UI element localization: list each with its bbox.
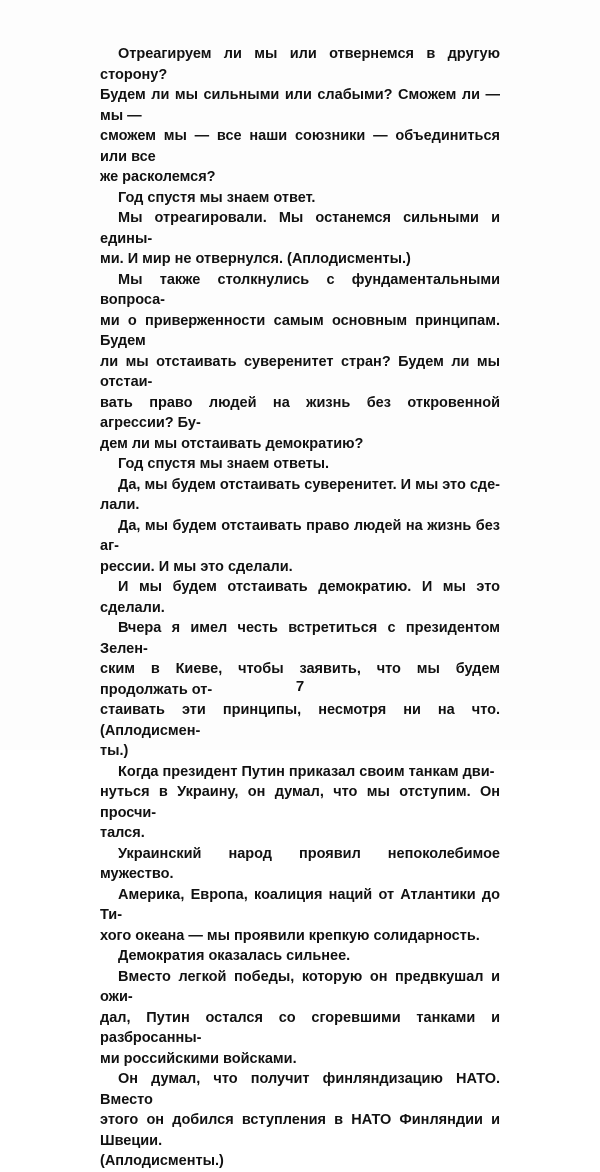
paragraph: Украинский народ проявил непоколебимое мужество. (100, 845, 500, 882)
page-number: 7 (295, 678, 305, 695)
paragraph: Вчера я имел честь встретиться с президентом Зелен- ским в Киеве, чтобы заявить, что мы будем продолжать от- стаивать эти принципы, несмотря ни на что. (Аплодисмен- ты.) (100, 620, 500, 759)
paragraph: Он думал, что получит финляндизацию НАТО. Вместо этого он добился вступления в НАТО Финляндии и Швеции. (Аплодисменты.) (100, 1071, 500, 1169)
paragraph: Да, мы будем отстаивать право людей на жизнь без аг- рессии. И мы это сделали. (100, 517, 500, 575)
paragraph: Мы также столкнулись с фундаментальными вопроса- ми о приверженности самым основным принципам. Будем ли мы отстаивать суверенитет стран? Будем ли мы отстаи- вать право людей на жизнь без откровенной агрессии? Бу- дем ли мы отстаивать демократию? (100, 271, 500, 452)
paragraph: Когда президент Путин приказал своим танкам дви- нуться в Украину, он думал, что мы отступим. Он просчи- тался. (100, 763, 500, 841)
body-text (100, 44, 500, 1172)
paragraph: Демократия оказалась сильнее. (118, 948, 351, 964)
paragraph: Мы отреагировали. Мы останемся сильными и едины- ми. И мир не отвернулся. (Аплодисменты.) (100, 210, 500, 267)
paragraph: Отреагируем ли мы или отвернемся в другую сторону? Будем ли мы сильными или слабыми? Сможем ли — мы — сможем мы — все наши союзники — объединиться или все же расколемся? (100, 46, 500, 185)
paragraph: Год спустя мы знаем ответы. (118, 456, 330, 472)
paragraph: Америка, Европа, коалиция наций от Атлантики до Ти- хого океана — мы проявили крепкую солидарность. (100, 886, 500, 944)
paragraph: Год спустя мы знаем ответ. (118, 189, 316, 206)
paragraph: Вместо легкой победы, которую он предвкушал и ожи- дал, Путин остался со сгоревшими танками и разбросанны- ми российскими войсками. (100, 968, 500, 1067)
paragraph: И мы будем отстаивать демократию. И мы это сделали. (100, 579, 500, 616)
paragraph: Да, мы будем отстаивать суверенитет. И мы это сде- лали. (100, 476, 500, 513)
